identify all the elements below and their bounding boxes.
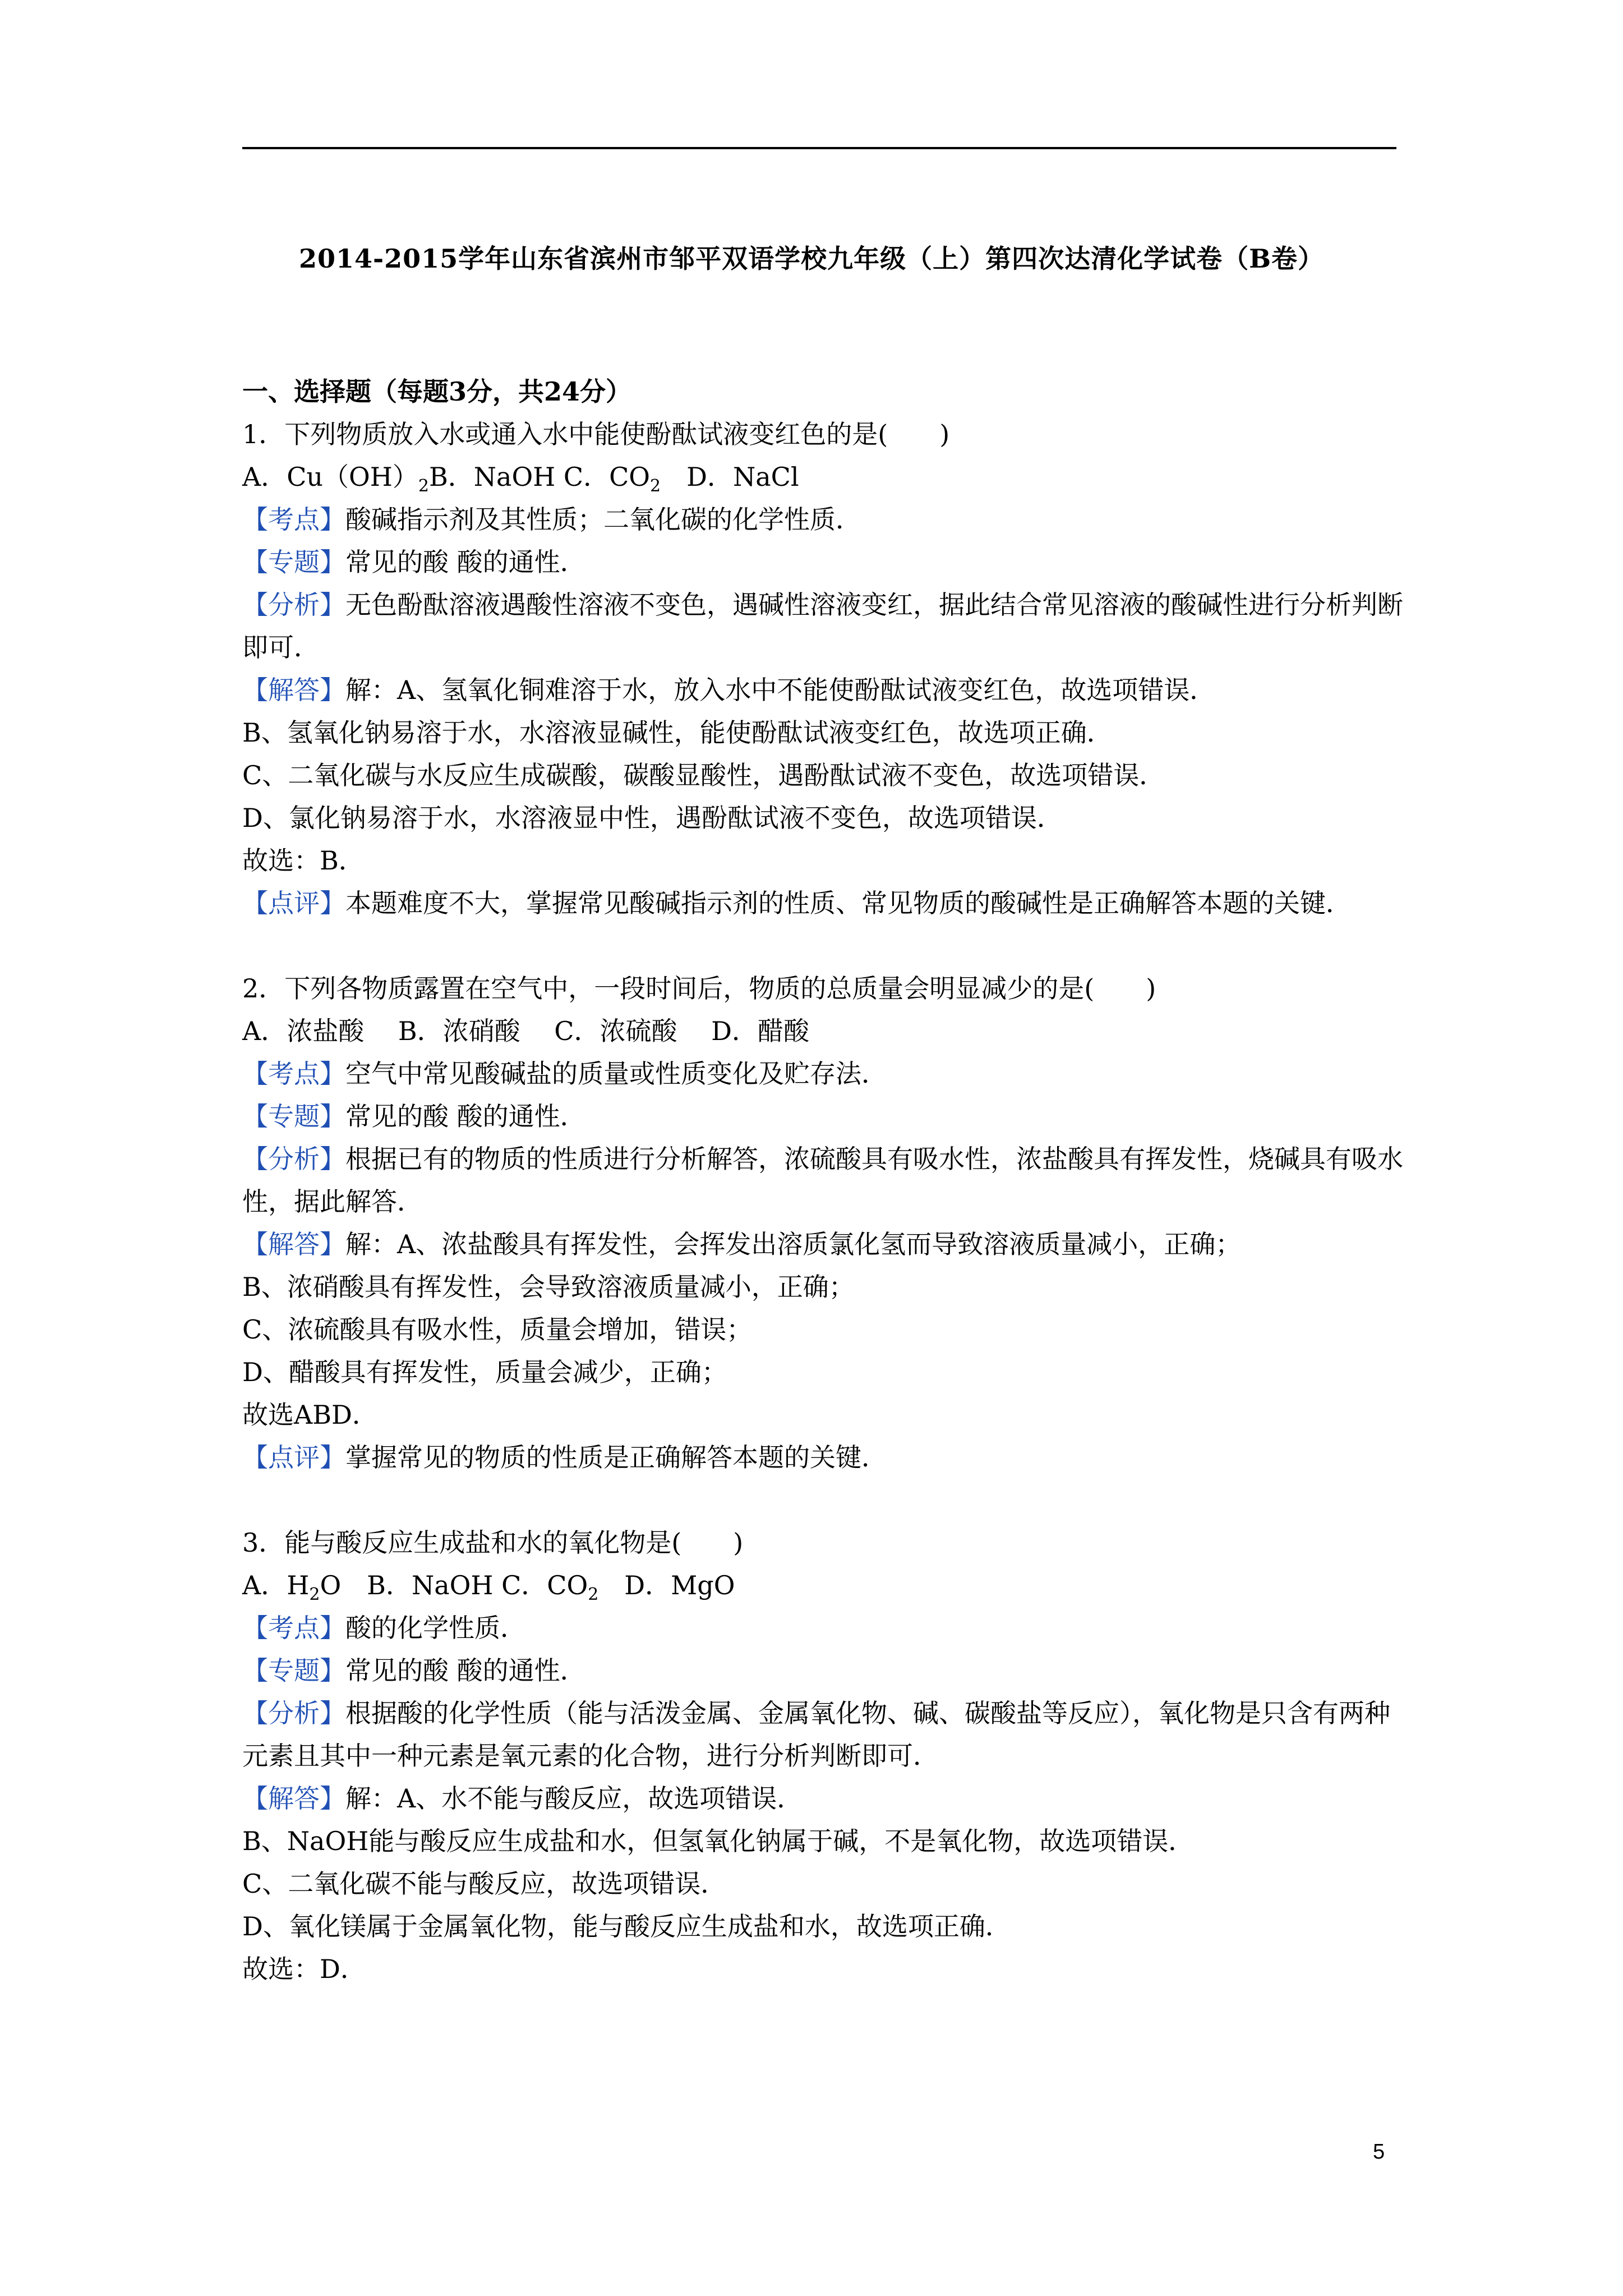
page-number: 5 xyxy=(1373,2140,1385,2164)
question-1 xyxy=(242,413,1403,924)
jieda-tag: 【解答】 xyxy=(242,1229,345,1259)
question-stem: 2．下列各物质露置在空气中，一段时间后，物质的总质量会明显减少的是( ) xyxy=(242,973,1156,1004)
fenxi-tag: 【分析】 xyxy=(242,1144,345,1174)
jieda-tag: 【解答】 xyxy=(242,675,345,705)
spacer xyxy=(242,924,1403,967)
jieda-text: 解：A、浓盐酸具有挥发性，会挥发出溶质氯化氢而导致溶液质量减小，正确； xyxy=(345,1229,1242,1259)
question-stem: 3．能与酸反应生成盐和水的氧化物是( ) xyxy=(242,1527,744,1558)
jieda-row xyxy=(242,1777,1403,1820)
dianping-tag: 【点评】 xyxy=(242,888,345,918)
kaodian-tag: 【考点】 xyxy=(242,1613,345,1643)
jieda-row xyxy=(242,1223,1403,1266)
jieda-text: 解：A、氢氧化铜难溶于水，放入水中不能使酚酞试液变红色，故选项错误． xyxy=(345,675,1216,705)
kaodian-text: 酸的化学性质． xyxy=(345,1613,526,1643)
jieda-line: C、二氧化碳不能与酸反应，故选项错误． xyxy=(242,1869,727,1899)
jieda-line: 故选：B． xyxy=(242,845,365,876)
kaodian-row xyxy=(242,1052,1403,1095)
jieda-line: B、浓硝酸具有挥发性，会导致溶液质量减小，正确； xyxy=(242,1272,855,1302)
question-options: A．$Cu(OH)_2B$．NaOH C．$CO_2$ D．NaCl xyxy=(242,462,799,496)
spacer xyxy=(242,1479,1403,1521)
jieda-text: 解：A、水不能与酸反应，故选项错误． xyxy=(345,1783,803,1814)
fenxi-tag: 【分析】 xyxy=(242,590,345,620)
zhuanti-row xyxy=(242,1095,1403,1138)
jieda-row xyxy=(242,669,1403,711)
jieda-line: D、氧化镁属于金属氧化物，能与酸反应生成盐和水，故选项正确． xyxy=(242,1911,1011,1941)
question-options: A．$H_2O$ B．NaOH C．$CO_2$ D．MgO xyxy=(242,1570,735,1604)
kaodian-tag: 【考点】 xyxy=(242,504,345,535)
dianping-tag: 【点评】 xyxy=(242,1442,345,1473)
zhuanti-tag: 【专题】 xyxy=(242,547,345,577)
fenxi-tag: 【分析】 xyxy=(242,1698,345,1728)
jieda-line: C、浓硫酸具有吸水性，质量会增加，错误； xyxy=(242,1314,753,1345)
zhuanti-row xyxy=(242,1649,1403,1692)
jieda-line: B、氢氧化钠易溶于水，水溶液显碱性，能使酚酞试液变红色，故选项正确． xyxy=(242,717,1113,748)
jieda-line: D、氯化钠易溶于水，水溶液显中性，遇酚酞试液不变色，故选项错误． xyxy=(242,803,1063,833)
question-3 xyxy=(242,1521,1403,1990)
dianping-row xyxy=(242,882,1403,924)
kaodian-row xyxy=(242,1607,1403,1649)
zhuanti-tag: 【专题】 xyxy=(242,1101,345,1131)
kaodian-row xyxy=(242,498,1403,541)
jieda-line: 故选ABD． xyxy=(242,1400,378,1430)
dianping-text: 本题难度不大，掌握常见酸碱指示剂的性质、常见物质的酸碱性是正确解答本题的关键． xyxy=(345,888,1352,918)
jieda-line: C、二氧化碳与水反应生成碳酸，碳酸显酸性，遇酚酞试液不变色，故选项错误． xyxy=(242,760,1165,790)
jieda-tag: 【解答】 xyxy=(242,1783,345,1814)
question-2 xyxy=(242,967,1403,1479)
document-body xyxy=(242,370,1403,1990)
section-heading: 一、选择题（每题3分，共24分） xyxy=(242,376,632,407)
fenxi-text: 根据已有的物质的性质进行分析解答，浓硫酸具有吸水性，浓盐酸具有挥发性，烧碱具有吸水性，据此解答． xyxy=(242,1144,1403,1217)
kaodian-text: 空气中常见酸碱盐的质量或性质变化及贮存法． xyxy=(345,1059,887,1089)
dianping-text: 掌握常见的物质的性质是正确解答本题的关键． xyxy=(345,1442,887,1473)
header-rule xyxy=(242,147,1396,149)
page-title: 2014-2015学年山东省滨州市邹平双语学校九年级（上）第四次达清化学试卷（B卷） xyxy=(298,243,1325,274)
jieda-line: B、NaOH能与酸反应生成盐和水，但氢氧化钠属于碱，不是氧化物，故选项错误． xyxy=(242,1826,1195,1856)
fenxi-text: 无色酚酞溶液遇酸性溶液不变色，遇碱性溶液变红，据此结合常见溶液的酸碱性进行分析判断即可． xyxy=(242,590,1403,662)
jieda-line: 故选：D． xyxy=(242,1954,366,1984)
kaodian-tag: 【考点】 xyxy=(242,1059,345,1089)
fenxi-row xyxy=(242,1692,1403,1777)
zhuanti-text: 常见的酸 酸的通性． xyxy=(345,547,586,577)
question-options: A．浓盐酸 B．浓硝酸 C．浓硫酸 D．醋酸 xyxy=(242,1016,809,1046)
zhuanti-text: 常见的酸 酸的通性． xyxy=(345,1655,586,1686)
kaodian-text: 酸碱指示剂及其性质；二氧化碳的化学性质． xyxy=(345,504,861,535)
fenxi-row xyxy=(242,583,1403,669)
fenxi-text: 根据酸的化学性质（能与活泼金属、金属氧化物、碱、碳酸盐等反应），氧化物是只含有两种元素且其中一种元素是氧元素的化合物，进行分析判断即可． xyxy=(242,1698,1390,1771)
dianping-row xyxy=(242,1436,1403,1479)
fenxi-row xyxy=(242,1138,1403,1223)
zhuanti-row xyxy=(242,541,1403,583)
jieda-line: D、醋酸具有挥发性，质量会减少，正确； xyxy=(242,1357,727,1387)
zhuanti-text: 常见的酸 酸的通性． xyxy=(345,1101,586,1131)
question-stem: 1．下列物质放入水或通入水中能使酚酞试液变红色的是( ) xyxy=(242,419,950,449)
zhuanti-tag: 【专题】 xyxy=(242,1655,345,1686)
